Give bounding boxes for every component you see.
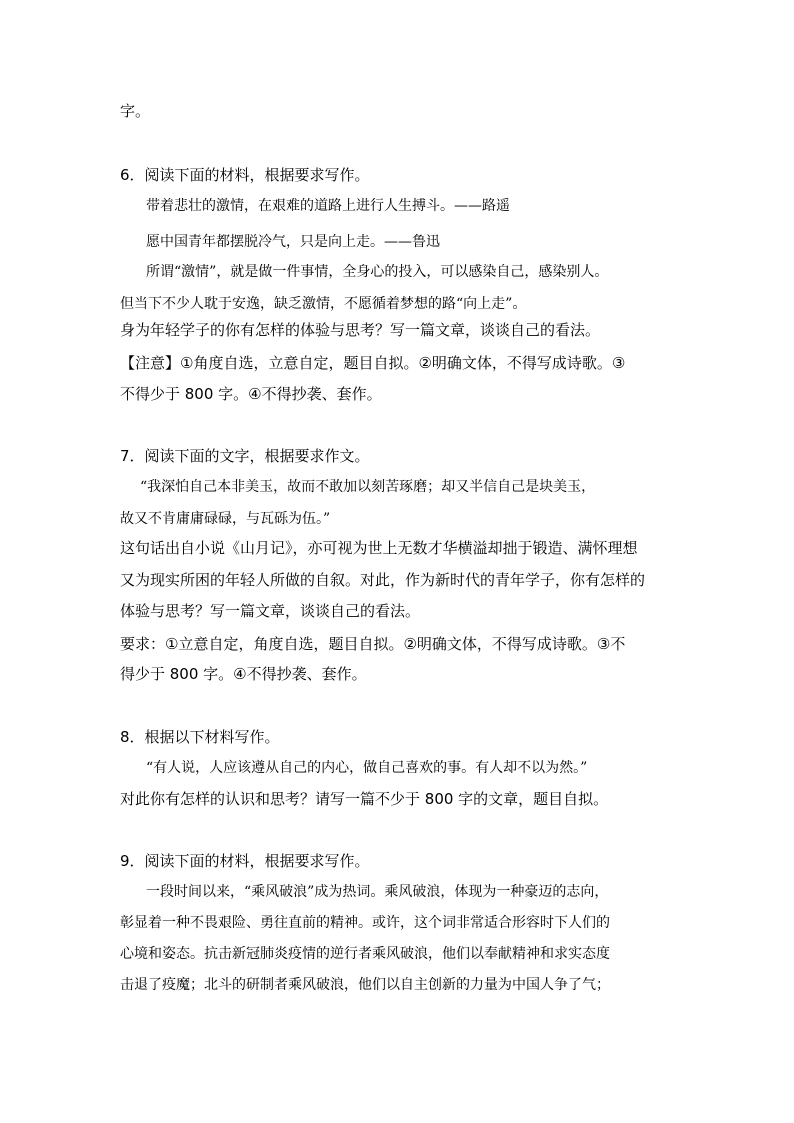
q9-material-line: 击退了疫魔；北斗的研制者乘风破浪，他们以自主创新的力量为中国人争了气； [120, 977, 610, 993]
q9-material-line: 彰显着一种不畏艰险、勇往直前的精神。或许，这个词非常适合形容时下人们的 [120, 915, 610, 931]
q6-material-line: 所谓“激情”，就是做一件事情，全身心的投入，可以感染自己，感染别人。 [146, 264, 609, 280]
q7-body-line: 这句话出自小说《山月记》，亦可视为世上无数才华横溢却拙于锻造、满怀理想 [120, 539, 638, 557]
q7-requirements-line: 得少于 800 字。④不得抄袭、套作。 [120, 665, 367, 683]
q8-heading: 8．根据以下材料写作。 [120, 728, 280, 746]
q6-notes-line: 不得少于 800 字。④不得抄袭、套作。 [120, 385, 382, 403]
q6-notes-line: 【注意】①角度自选，立意自定，题目自拟。②明确文体，不得写成诗歌。③ [120, 354, 626, 372]
q6-material-line: 但当下不少人耽于安逸，缺乏激情，不愿循着梦想的路“向上走”。 [120, 296, 527, 312]
q7-heading: 7．阅读下面的文字，根据要求作文。 [120, 447, 370, 465]
q6-quote-luyao: 带着悲壮的激情，在艰难的道路上进行人生搏斗。——路遥 [146, 198, 510, 214]
q9-material-line: 一段时间以来，“乘风破浪”成为热词。乘风破浪，体现为一种豪迈的志向， [146, 884, 609, 900]
q6-prompt: 身为年轻学子的你有怎样的体验与思考？写一篇文章，谈谈自己的看法。 [120, 321, 601, 339]
q7-requirements-line: 要求：①立意自定，角度自选，题目自拟。②明确文体，不得写成诗歌。③不 [120, 635, 626, 653]
q8-prompt: 对此你有怎样的认识和思考？请写一篇不少于 800 字的文章，题目自拟。 [120, 790, 609, 808]
top-fragment: 字。 [120, 102, 151, 120]
q9-material-line: 心境和姿态。抗击新冠肺炎疫情的逆行者乘风破浪，他们以奉献精神和求实态度 [120, 946, 610, 962]
q7-body-line: 体验与思考？写一篇文章，谈谈自己的看法。 [120, 602, 421, 620]
q7-quote-line: “我深怕自己本非美玉，故而不敢加以刻苦琢磨；却又半信自己是块美玉， [140, 479, 596, 495]
q8-quote: “有人说，人应该遵从自己的内心，做自己喜欢的事。有人却不以为然。” [146, 760, 588, 776]
q6-quote-luxun: 愿中国青年都摆脱冷气，只是向上走。——鲁迅 [146, 234, 440, 250]
q7-quote-line: 故又不肯庸庸碌碌，与瓦砾为伍。” [120, 511, 331, 527]
q7-body-line: 又为现实所困的年轻人所做的自叙。对此，作为新时代的青年学子，你有怎样的 [120, 571, 646, 589]
q6-heading: 6．阅读下面的材料，根据要求写作。 [120, 166, 370, 184]
q9-heading: 9．阅读下面的材料，根据要求写作。 [120, 852, 370, 870]
